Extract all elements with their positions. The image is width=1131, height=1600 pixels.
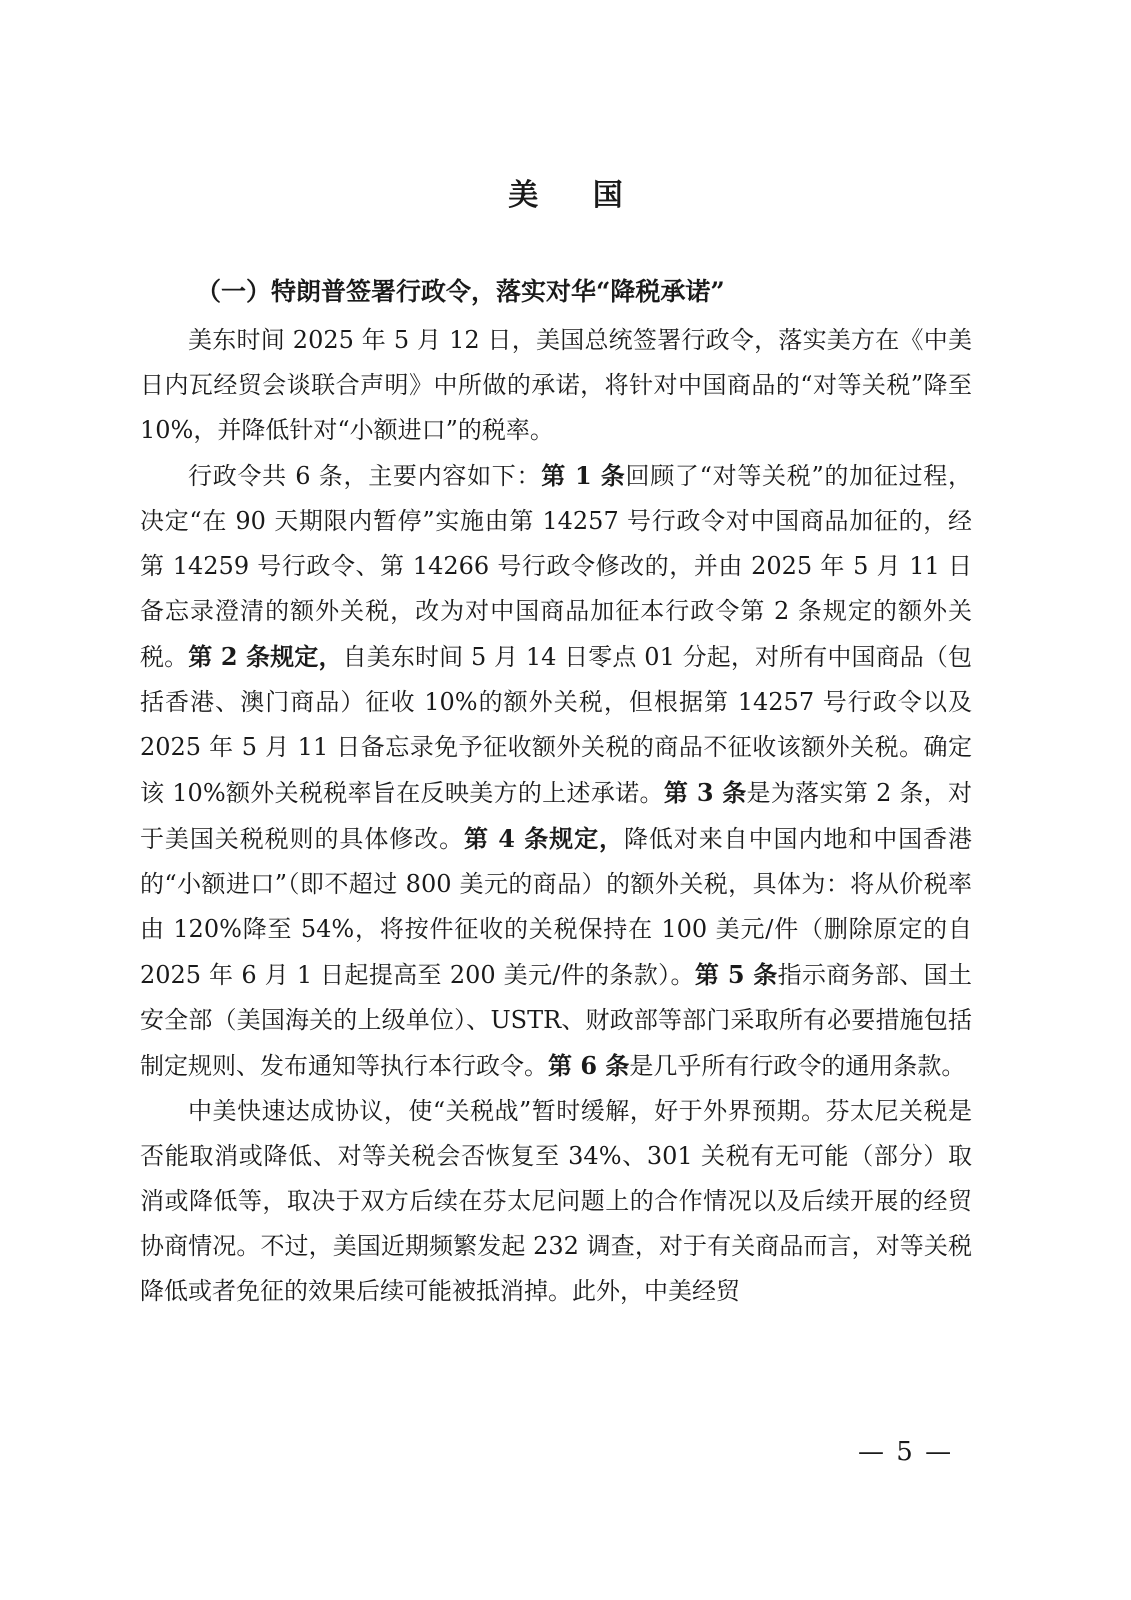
body-text (140, 318, 972, 1314)
article-5-label: 第 5 条 (694, 960, 778, 989)
paragraph-1: 美东时间 2025 年 5 月 12 日，美国总统签署行政令，落实美方在《中美日内瓦经贸会谈联合声明》中所做的承诺，将针对中国商品的“对等关税”降至 10%，并降低针对“小额进口”的税率。 (140, 326, 972, 444)
paragraph-2-text: 是几乎所有行政令的通用条款。 (629, 1052, 966, 1080)
article-4-label: 第 4 条规定， (464, 824, 624, 853)
page-number: — 5 — (858, 1437, 954, 1467)
paragraph-2-text: 自美东时间 5 月 14 日零点 01 分起，对所有中国商品（包括香港、澳门商品）征收 10%的额外关税，但根据第 14257 号行政令以及 2025 年 5 月 11 日备忘录免予征收额外关税的商品不征收该额外关税。确定该 10%额外关税税率旨在反映美方的上述承诺。 (140, 643, 973, 807)
article-2-label: 第 2 条规定， (188, 642, 343, 671)
paragraph-2-text: 降低对来自中国内地和中国香港的“小额进口”（即不超过 800 美元的商品）的额外关税，具体为：将从价税率由 120%降至 54%，将按件征收的关税保持在 100 美元/件（删除原定的自 2025 年 6 月 1 日起提高至 200 美元/件的条款）。 (140, 825, 972, 989)
page-title: 美 国 (508, 178, 645, 213)
article-6-label: 第 6 条 (548, 1051, 630, 1080)
section-heading: （一）特朗普签署行政令，落实对华“降税承诺” (196, 277, 725, 306)
paragraph-2-text: 指示商务部、国土安全部（美国海关的上级单位）、USTR、财政部等部门采取所有必要措施包括制定规则、发布通知等执行本行政令。 (140, 961, 973, 1080)
article-3-label: 第 3 条 (663, 778, 747, 807)
paragraph-3: 中美快速达成协议，使“关税战”暂时缓解，好于外界预期。芬太尼关税是否能取消或降低、对等关税会否恢复至 34%、301 关税有无可能（部分）取消或降低等，取决于双方后续在芬太尼问题上的合作情况以及后续开展的经贸协商情况。不过，美国近期频繁发起 232 调查，对于有关商品而言，对等关税降低或者免征的效果后续可能被抵消掉。此外，中美经贸 (140, 1097, 972, 1305)
paragraph-2 (140, 453, 972, 1089)
paragraph-2-text: 行政令共 6 条，主要内容如下： (188, 462, 542, 490)
paragraph-2-text: 是为落实第 2 条，对于美国关税税则的具体修改。 (140, 779, 972, 853)
paragraph-2-text: 回顾了“对等关税”的加征过程，决定“在 90 天期限内暂停”实施由第 14257 号行政令对中国商品加征的，经第 14259 号行政令、第 14266 号行政令修改的，并由 2025 年 5 月 11 日备忘录澄清的额外关税，改为对中国商品加征本行政令第 2 条规定的额外关税。 (140, 462, 972, 671)
article-1-label: 第 1 条 (541, 461, 626, 490)
